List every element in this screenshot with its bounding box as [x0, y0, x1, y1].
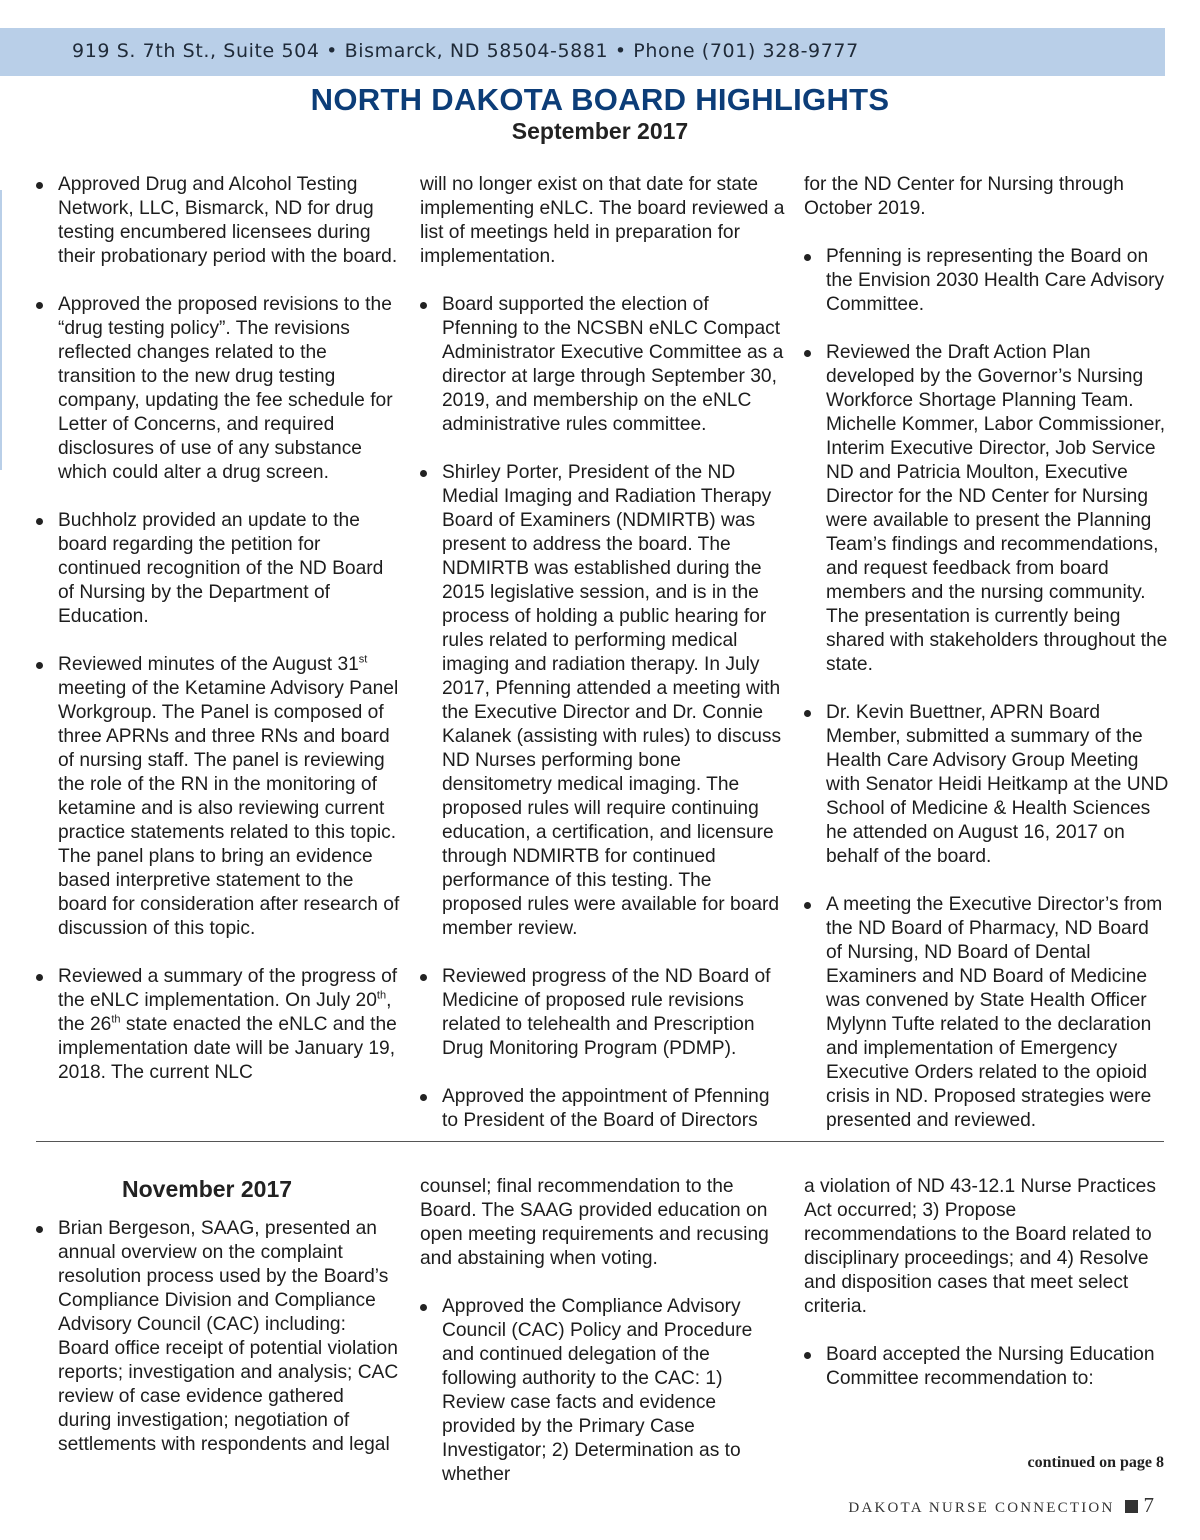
publication-name: DAKOTA NURSE CONNECTION [848, 1500, 1115, 1516]
list-item: Approved the appointment of Pfenning to President of the Board of Directors [420, 1085, 786, 1133]
list-item: Reviewed the Draft Action Plan developed by the Governor’s Nursing Workforce Shortage Planning Team. Michelle Kommer, Labor Commissioner, Interim Executive Director, Job Service ND and Patricia Moulton, Executive Director for the ND Center for Nursing were available to present the Planning Team’s findings and recommendations, and request feedback from board members and the nursing community. The presentation is currently being shared with stakeholders throughout the state. [804, 341, 1170, 677]
continuation-text: counsel; final recommendation to the Board. The SAAG provided education on open meeting requirements and recusing and abstaining when voting. [420, 1176, 769, 1269]
continuation-text: a violation of ND 43-12.1 Nurse Practices Act occurred; 3) Propose recommendations to the Board related to disciplinary proceedings; and 4) Resolve and disposition cases that meet select criteria. [804, 1176, 1156, 1317]
continuation-text: for the ND Center for Nursing through October 2019. [804, 174, 1124, 219]
list-item: Approved Drug and Alcohol Testing Network, LLC, Bismarck, ND for drug testing encumbered licensees during their probationary period with the board. [36, 173, 402, 269]
list-item: Approved the Compliance Advisory Council (CAC) Policy and Procedure and continued delegation of the following authority to the CAC: 1) Review case facts and evidence provided by the Primary Case Investigator; 2) Determination as to whether [420, 1295, 786, 1487]
continued-note: continued on page 8 [1027, 1454, 1164, 1471]
address-bar [0, 28, 1165, 76]
list-item: Reviewed progress of the ND Board of Medicine of proposed rule revisions related to telehealth and Prescription Drug Monitoring Program (PDMP). [420, 965, 786, 1061]
page-footer [848, 1493, 1154, 1518]
list-item: Brian Bergeson, SAAG, presented an annual overview on the complaint resolution process used by the Board’s Compliance Division and Compliance Advisory Council (CAC) including: Board office receipt of potential violation reports; investigation and analysis; CAC review of case evidence gathered during investigation; negotiation of settlements with respondents and legal [36, 1217, 402, 1457]
list-item: Board supported the election of Pfenning to the NCSBN eNLC Compact Administrator Executive Committee as a director at large through September 30, 2019, and membership on the eNLC administrative rules committee. [420, 293, 786, 437]
list-item: Reviewed minutes of the August 31st meeting of the Ketamine Advisory Panel Workgroup. The Panel is composed of three APRNs and three RNs and board of nursing staff. The panel is reviewing the role of the RN in the monitoring of ketamine and is also reviewing current practice statements related to this topic. The panel plans to bring an evidence based interpretive statement to the board for consideration after research of discussion of this topic. [36, 653, 402, 941]
september-column-3 [804, 173, 1170, 1133]
address-line: 919 S. 7th St., Suite 504 • Bismarck, ND 58504-5881 • Phone (701) 328-9777 [72, 40, 859, 62]
continuation-text: will no longer exist on that date for state implementing eNLC. The board reviewed a list of meetings held in preparation for implementation. [420, 174, 785, 267]
september-column-2 [420, 173, 786, 1133]
list-item: Dr. Kevin Buettner, APRN Board Member, submitted a summary of the Health Care Advisory Group Meeting with Senator Heidi Heitkamp at the UND School of Medicine & Health Sciences he attended on August 16, 2017 on behalf of the board. [804, 701, 1170, 869]
september-column-1 [36, 173, 402, 1133]
list-item: Shirley Porter, President of the ND Medial Imaging and Radiation Therapy Board of Examiners (NDMIRTB) was present to address the board. The NDMIRTB was established during the 2015 legislative session, and is in the process of holding a public hearing for rules related to performing medical imaging and radiation therapy. In July 2017, Pfenning attended a meeting with the Executive Director and Dr. Connie Kalanek (assisting with rules) to discuss ND Nurses performing bone densitometry medical imaging. The proposed rules will require continuing education, a certification, and licensure through NDMIRTB for continued performance of this testing. The proposed rules were available for board member review. [420, 461, 786, 941]
list-item: A meeting the Executive Director’s from the ND Board of Pharmacy, ND Board of Nursing, ND Board of Dental Examiners and ND Board of Medicine was convened by State Health Officer Mylynn Tufte related to the declaration and implementation of Emergency Executive Orders related to the opioid crisis in ND. Proposed strategies were presented and reviewed. [804, 893, 1170, 1133]
page-title: NORTH DAKOTA BOARD HIGHLIGHTS [310, 82, 890, 117]
list-item: Approved the proposed revisions to the “drug testing policy”. The revisions reflected changes related to the transition to the new drug testing company, updating the fee schedule for Letter of Concerns, and required disclosures of use of any substance which could alter a drug screen. [36, 293, 402, 485]
page-number: 7 [1143, 1493, 1154, 1517]
left-accent-rule [0, 190, 2, 470]
section-date-september: September 2017 [511, 118, 689, 144]
section-date-november: November 2017 [122, 1176, 293, 1202]
square-icon [1125, 1500, 1138, 1513]
section-divider [36, 1141, 1164, 1142]
list-item: Reviewed a summary of the progress of the eNLC implementation. On July 20th, the 26th state enacted the eNLC and the implementation date will be January 19, 2018. The current NLC [36, 965, 402, 1085]
list-item: Board accepted the Nursing Education Committee recommendation to: [804, 1343, 1170, 1391]
november-column-3 [804, 1175, 1170, 1467]
november-column-2 [420, 1175, 786, 1485]
november-column-1 [36, 1175, 402, 1467]
list-item: Buchholz provided an update to the board regarding the petition for continued recognition of the ND Board of Nursing by the Department of Education. [36, 509, 402, 629]
list-item: Pfenning is representing the Board on the Envision 2030 Health Care Advisory Committee. [804, 245, 1170, 317]
